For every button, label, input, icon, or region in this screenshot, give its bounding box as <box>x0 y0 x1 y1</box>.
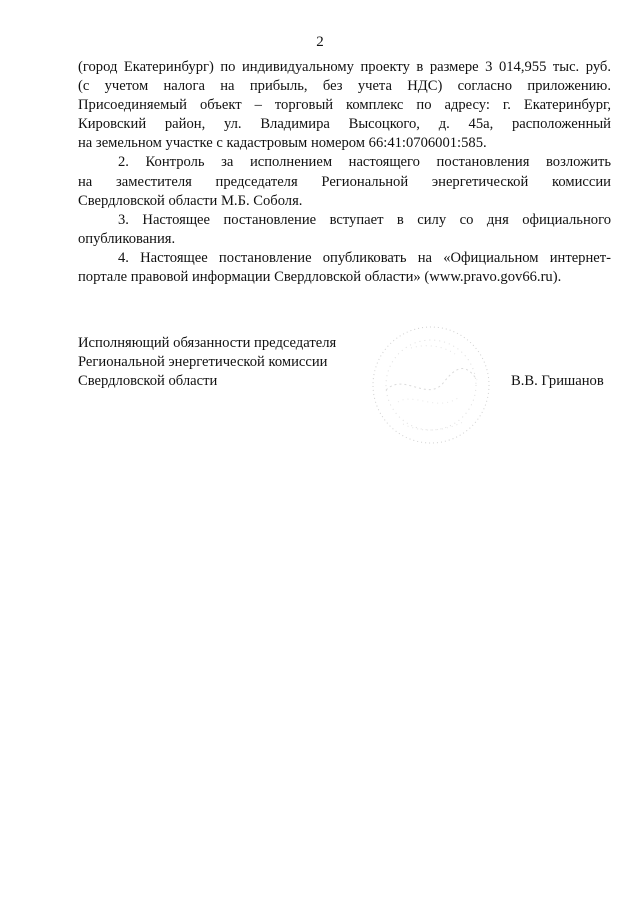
signatory-name: В.В. Гришанов <box>511 373 604 389</box>
paragraph-line: на земельном участке с кадастровым номером 66:41:0706001:585. <box>78 135 487 152</box>
paragraph-effective-date <box>78 211 611 249</box>
paragraph-line: на заместителя председателя Региональной энергетической комиссии <box>78 173 611 190</box>
paragraph-control <box>78 153 611 210</box>
paragraph-line: портале правовой информации Свердловской области» (www.pravo.gov66.ru). <box>78 269 562 286</box>
paragraph-line: (с учетом налога на прибыль, без учета НДС) согласно приложению. <box>78 78 611 95</box>
signatory-position-line: Свердловской области <box>78 373 218 390</box>
paragraph-intro <box>78 58 611 153</box>
paragraph-line: Свердловской области М.Б. Соболя. <box>78 192 303 209</box>
document-body <box>78 58 611 287</box>
paragraph-line: 4. Настоящее постановление опубликовать на «Официальном интернет- <box>118 249 611 266</box>
paragraph-line: (город Екатеринбург) по индивидуальному проекту в размере 3 014,955 тыс. руб. <box>78 59 611 75</box>
paragraph-line: 2. Контроль за исполнением настоящего постановления возложить <box>118 154 611 171</box>
page-number: 2 <box>316 34 324 50</box>
signatory-position <box>78 334 336 392</box>
signatory-position-line: Региональной энергетической комиссии <box>78 354 328 371</box>
paragraph-publication <box>78 249 611 287</box>
paragraph-line: Кировский район, ул. Владимира Высоцкого, д. 45а, расположенный <box>78 116 611 133</box>
paragraph-line: опубликования. <box>78 230 176 247</box>
signatory-position-line: Исполняющий обязанности председателя <box>78 335 337 351</box>
paragraph-line: Присоединяемый объект – торговый комплекс по адресу: г. Екатеринбург, <box>78 97 611 114</box>
paragraph-line: 3. Настоящее постановление вступает в силу со дня официального <box>118 211 611 228</box>
seal-stamp-icon <box>366 320 496 450</box>
